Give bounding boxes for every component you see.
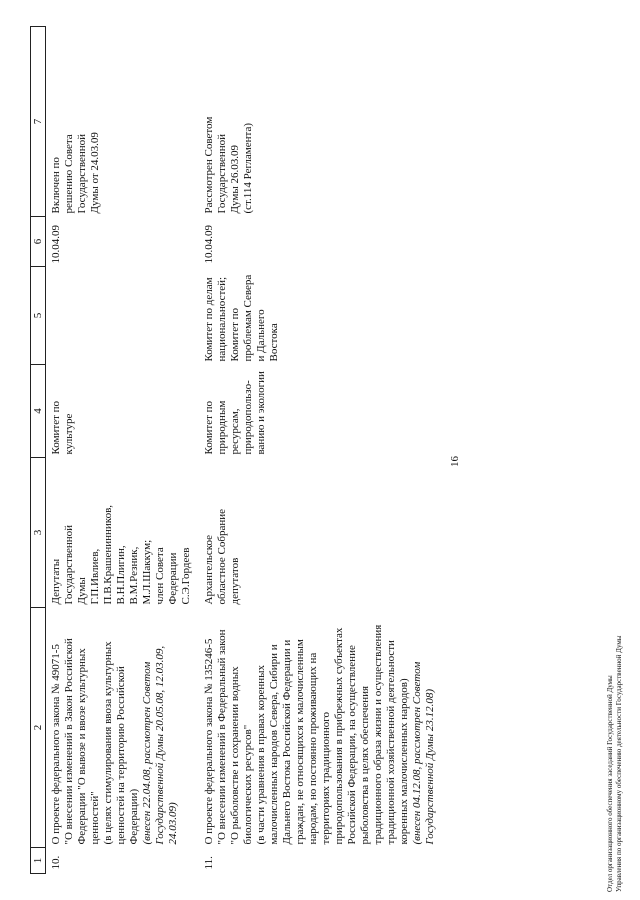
text-line: рыболовства в целях обеспечения	[359, 685, 371, 845]
text-line: областное Собрание	[216, 508, 228, 605]
scheduled-date: 10.04.09	[50, 225, 62, 264]
column-number: 6	[31, 217, 46, 267]
text-line: Востока	[268, 323, 280, 362]
text-line: "О внесении изменений в Закон Российской	[63, 638, 75, 845]
column-number: 5	[31, 267, 46, 365]
text-line: (в целях стимулирования ввоза культурных	[102, 641, 114, 845]
text-line: Государственной Думы 20.05.08, 12.03.09,	[154, 645, 166, 845]
text-line: и Дальнего	[255, 309, 267, 362]
responsible-committee	[46, 365, 200, 458]
text-line: Комитет по	[50, 400, 62, 455]
text-line: (ст.114 Регламента)	[242, 122, 254, 214]
text-line: граждан, не относящихся к малочисленным	[294, 639, 306, 845]
text-line: член Совета	[154, 547, 166, 605]
text-line: традиционной хозяйственной деятельности	[385, 640, 397, 845]
text-line: (в части уравнения в правах коренных	[255, 664, 267, 845]
text-line: Федерации)	[128, 788, 140, 845]
row-number: 10.	[50, 855, 62, 870]
text-line: Государственной	[216, 133, 228, 214]
co-committee	[199, 267, 443, 365]
text-line: традиционного образа жизни и осуществления	[372, 624, 384, 845]
column-number: 2	[31, 608, 46, 848]
note	[199, 27, 443, 217]
bill-table	[30, 26, 443, 874]
text-line: ванию и экологии	[255, 371, 267, 455]
footer-line: Управления по организационному обеспечению деятельности Государственной Думы	[615, 635, 623, 892]
text-line: национальностей;	[216, 276, 228, 362]
text-line: О проекте федерального закона № 49071-5	[50, 644, 62, 845]
text-line: культуре	[63, 413, 75, 455]
co-committee	[46, 267, 200, 365]
scheduled-date: 10.04.09	[203, 225, 215, 264]
initiator	[46, 458, 200, 608]
page-number: 16	[449, 456, 461, 467]
footer-line: Отдел организационного обеспечения заседаний Государственной Думы	[606, 675, 614, 892]
text-line: Думы 26.03.09	[229, 145, 241, 214]
text-line: Государственной	[76, 133, 88, 214]
bill-description	[199, 608, 443, 848]
text-line: Архангельское	[203, 534, 215, 605]
text-line: (внесен 22.04.08, рассмотрен Советом	[141, 661, 153, 845]
text-line: Думы	[76, 577, 88, 605]
text-line: малочисленных народов Севера, Сибири и	[268, 644, 280, 845]
text-line: Включен по	[50, 157, 62, 214]
text-line: Комитет по делам	[203, 277, 215, 362]
text-line: 24.03.09)	[167, 802, 179, 845]
text-line: ценностей"	[89, 791, 101, 845]
bill-description	[46, 608, 200, 848]
text-line: Думы от 24.03.09	[89, 132, 101, 214]
text-line: природопользо-	[242, 380, 254, 455]
responsible-committee	[199, 365, 443, 458]
text-line: ресурсам,	[229, 408, 241, 455]
text-line: ценностей на территорию Российской	[115, 666, 127, 845]
text-line: проблемам Севера	[242, 274, 254, 362]
column-number: 1	[31, 848, 46, 874]
text-line: природопользования в прибрежных субъектах	[333, 627, 345, 845]
text-line: Рассмотрен Советом	[203, 116, 215, 214]
text-line: Федерации	[167, 552, 179, 605]
text-line: Государственной Думы 23.12.08)	[424, 688, 436, 845]
text-line: территориях традиционного	[320, 711, 332, 845]
table-row	[46, 27, 200, 874]
column-number: 4	[31, 365, 46, 458]
text-line: природным	[216, 400, 228, 455]
column-header-row	[31, 27, 46, 874]
text-line: Г.П.Ивлиев,	[89, 548, 101, 605]
column-number: 7	[31, 27, 46, 217]
text-line: Государственной	[63, 524, 75, 605]
footer-department	[606, 636, 624, 892]
text-line: решению Совета	[63, 134, 75, 214]
text-line: биологических ресурсов"	[242, 724, 254, 845]
row-number: 11.	[203, 856, 215, 870]
text-line: Дальнего Востока Российской Федерации и	[281, 639, 293, 845]
text-line: В.Н.Плигин,	[115, 545, 127, 605]
text-line: П.В.Крашенинников,	[102, 504, 114, 605]
text-line: Российской Федерации, на осуществление	[346, 645, 358, 845]
column-number: 3	[31, 458, 46, 608]
text-line: коренных малочисленных народов)	[398, 678, 410, 845]
table-row	[199, 27, 443, 874]
text-line: Депутаты	[50, 558, 62, 605]
text-line: народам, но постоянно проживающих на	[307, 652, 319, 845]
note	[46, 27, 200, 217]
text-line: "О рыболовстве и сохранении водных	[229, 666, 241, 845]
text-line: "О внесении изменений в Федеральный закон	[216, 629, 228, 845]
text-line: С.Э.Гордеев	[180, 547, 192, 605]
text-line: Комитет по	[203, 400, 215, 455]
initiator	[199, 458, 443, 608]
text-line: В.М.Резник,	[128, 546, 140, 605]
text-line: М.Л.Шаккум;	[141, 539, 153, 605]
text-line: Комитет по	[229, 307, 241, 362]
text-line: (внесен 04.12.08, рассмотрен Советом	[411, 661, 423, 845]
text-line: О проекте федерального закона № 135246-5	[203, 638, 215, 845]
text-line: Федерации "О вывозе и ввозе культурных	[76, 648, 88, 845]
text-line: депутатов	[229, 557, 241, 605]
